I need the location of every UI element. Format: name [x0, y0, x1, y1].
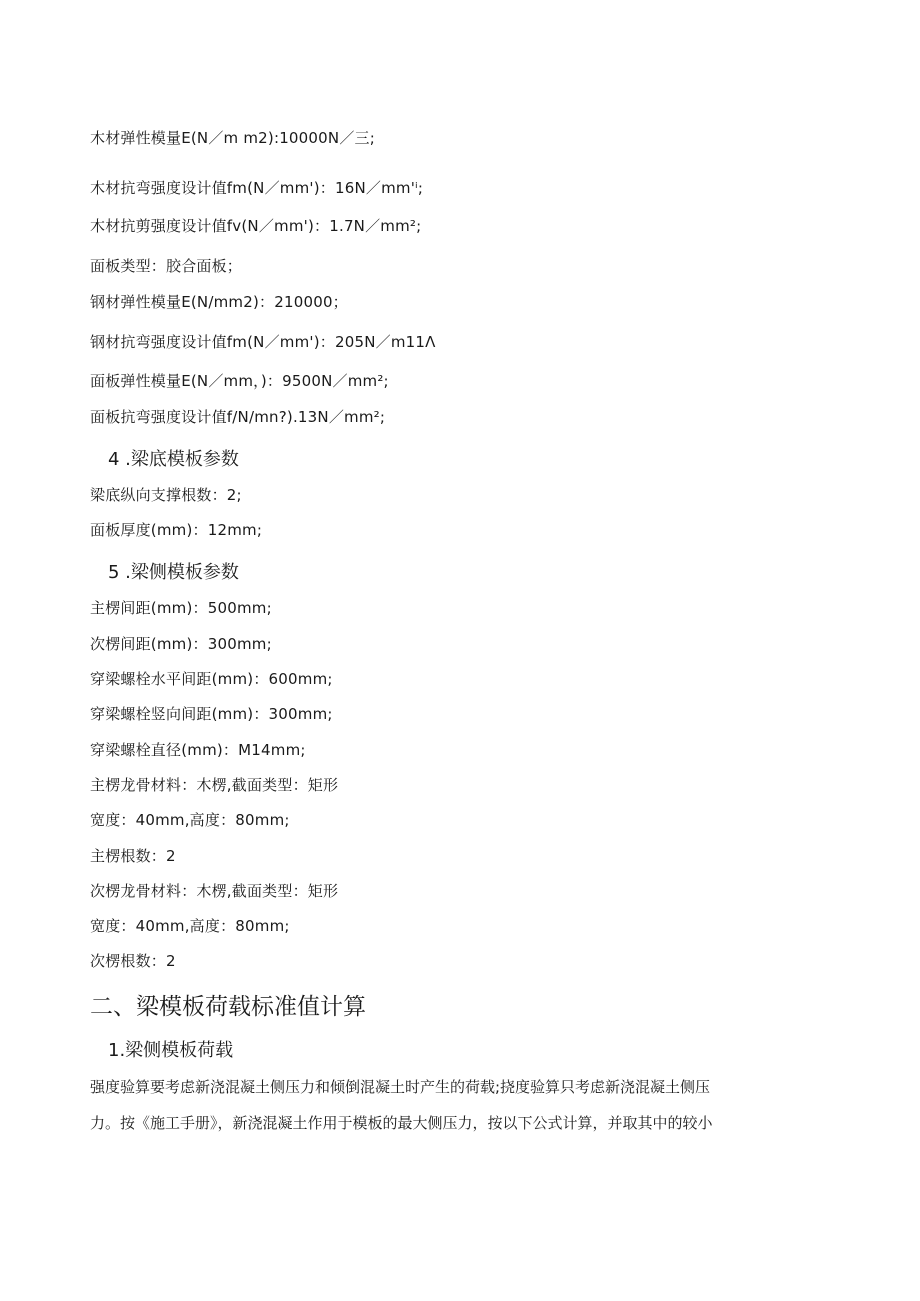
section-5-item: 穿梁螺栓竖向间距(mm)：300mm;	[90, 705, 333, 723]
section-5-item: 次楞龙骨材料：木楞,截面类型：矩形	[90, 882, 339, 900]
param-wood-shear-strength: 木材抗剪强度设计值fv(N／mm')：1.7N／mm²;	[90, 217, 422, 235]
body-paragraph-line: 强度验算要考虑新浇混凝土侧压力和倾倒混凝土时产生的荷载;挠度验算只考虑新浇混凝土侧压	[90, 1078, 711, 1096]
section-5-item: 穿梁螺栓直径(mm)：M14mm;	[90, 741, 306, 759]
param-steel-bending-strength: 钢材抗弯强度设计值fm(N／mm')：205N／m11Λ	[90, 333, 436, 351]
section-4-item: 梁底纵向支撑根数：2;	[90, 486, 242, 504]
section-5-item: 宽度：40mm,高度：80mm;	[90, 917, 290, 935]
section-5-heading: 5 .梁侧模板参数	[108, 562, 239, 583]
section-5-item: 穿梁螺栓水平间距(mm)：600mm;	[90, 670, 333, 688]
section-5-item: 主楞间距(mm)：500mm;	[90, 599, 272, 617]
param-wood-bending-strength: 木材抗弯强度设计值fm(N／mm')：16N／mm'ⁱ;	[90, 179, 424, 197]
param-panel-elastic-modulus: 面板弹性模量E(N／mm，)：9500N／mm²;	[90, 372, 389, 390]
section-5-item: 主楞根数：2	[90, 847, 176, 865]
section-4-item: 面板厚度(mm)：12mm;	[90, 521, 263, 539]
body-paragraph-line: 力。按《施工手册》，新浇混凝土作用于模板的最大侧压力，按以下公式计算，并取其中的较小	[90, 1114, 713, 1132]
subsection-1-heading: 1.梁侧模板荷载	[108, 1040, 234, 1061]
section-5-item: 主楞龙骨材料：木楞,截面类型：矩形	[90, 776, 339, 794]
chapter-2-heading: 二、梁模板荷载标准值计算	[90, 994, 366, 1020]
section-5-item: 次楞间距(mm)：300mm;	[90, 635, 272, 653]
section-5-item: 次楞根数：2	[90, 952, 176, 970]
section-4-heading: 4 .梁底模板参数	[108, 449, 239, 470]
section-5-item: 宽度：40mm,高度：80mm;	[90, 811, 290, 829]
param-steel-elastic-modulus: 钢材弹性模量E(N/mm2)：210000；	[90, 293, 348, 311]
param-panel-type: 面板类型：胶合面板；	[90, 257, 243, 275]
param-wood-elastic-modulus: 木材弹性模量E(N／m m2):10000N／三;	[90, 129, 375, 147]
param-panel-bending-strength: 面板抗弯强度设计值f/N/mn?).13N／mm²;	[90, 408, 386, 426]
